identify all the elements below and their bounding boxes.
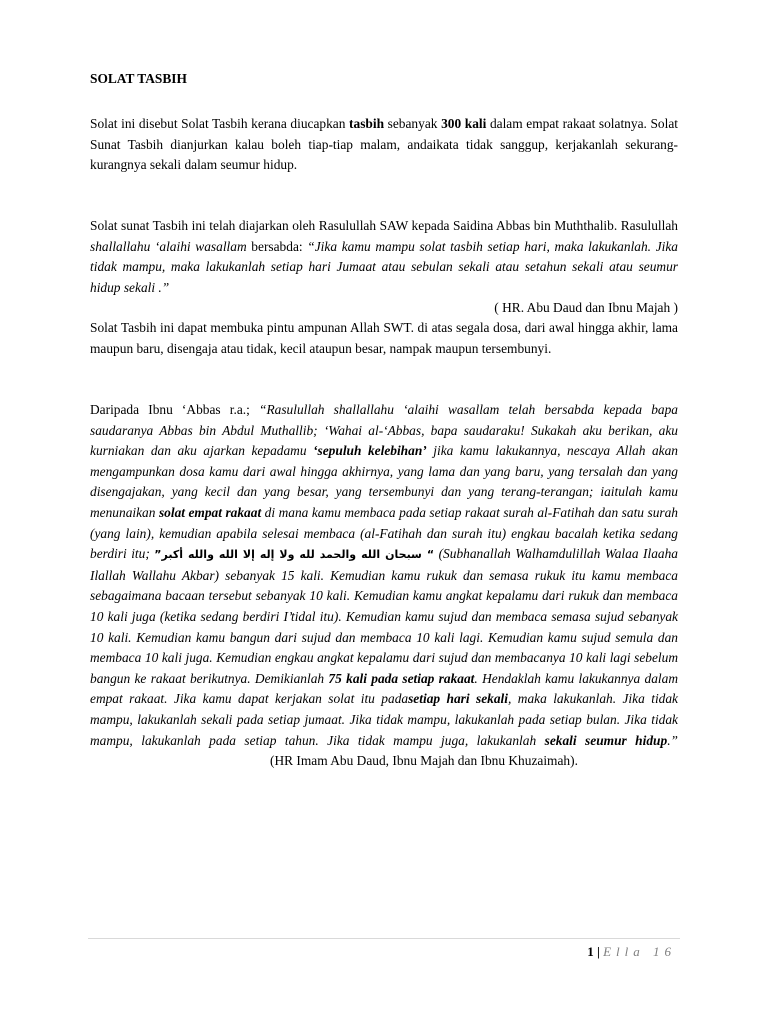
text-run: sebanyak [384, 116, 442, 131]
italic-quote: “Jika kamu mampu solat tasbih setiap hari, maka lakukanlah. Jika tidak mampu, maka lakukanlah setiap hari Jumaat atau sebulan sekali atau setahun sekali atau seumur hidup sekali .” [90, 238, 678, 295]
text-run: Daripada Ibnu ‘Abbas r.a.; [90, 402, 260, 417]
text-run: dalam empat rakaat solatnya. Solat Sunat Tasbih dianjurkan kalau boleh tiap-tiap malam, andaikata tidak sanggup, kerjakanlah sekurang-kurangnya sekali dalam seumur hidup. [90, 116, 678, 173]
hadith-source: (HR Imam Abu Daud, Ibnu Majah dan Ibnu Khuzaimah). [270, 753, 578, 769]
italic-run: (Subhanallah Walhamdulillah Walaa Ilaaha Ilallah Wallahu Akbar) sebanyak 15 kali. Kemudian kamu rukuk dan semasa rukuk itu kamu membaca sebagaimana bacaan tersebut sebanyak 10 kali. Kemudian kamu angkat kepalamu dari rukuk dan membaca 10 kali juga (ketika sedang berdiri I’tidal itu). Kemudian kamu sujud dan membaca semasa sujud sebanyak 10 kali. Kemudian kamu bangun dari sujud dan membaca 10 kali lagi. Kemudian kamu sujud semula dan membaca 10 kali juga. Kemudian engkau angkat kepalamu dari sujud dan membacanya 10 kali lagi sebelum bangun ke rakaat berikutnya. Demikianlah [90, 546, 678, 686]
italic-run: jika kamu lakukannya, nescaya Allah akan mengampunkan dosa kamu dari awal hingga akhirnya, yang lama dan yang baru, yang tersalah dan yang disengajakan, yang kecil dan yang besar, yang tersembunyi dan yang terang-terangan; iaitulah kamu menunaikan [90, 443, 678, 520]
italic-run: “Rasulullah shallallahu ‘alaihi wasallam telah bersabda kepada bapa saudaranya Abbas bin Abdul Muthallib; ‘Wahai al-‘Abbas, bapa saudaraku! Sukakah aku berikan, aku kurniakan dan aku ajarkan kepadamu [90, 402, 678, 459]
bold-italic-run: 75 kali pada setiap rakaat [328, 670, 475, 686]
paragraph-hadith-1 [90, 216, 678, 319]
footer-divider [88, 938, 680, 939]
text-run: Solat ini disebut Solat Tasbih kerana diucapkan [90, 116, 350, 131]
italic-run: di mana kamu membaca pada setiap rakaat surah al-Fatihah dan satu surah (yang lain), kemudian apabila selesai membaca (al-Fatihah dan surah itu) engkau bacalah ketika sedang berdiri itu; [90, 504, 678, 562]
paragraph-hadith-2 [90, 400, 678, 772]
bold-count: 300 kali [441, 116, 487, 131]
italic-run: .” [667, 732, 678, 748]
italic-salutation: shallallahu ‘alaihi wasallam [90, 238, 247, 254]
text-run: Solat sunat Tasbih ini telah diajarkan oleh Rasulullah SAW kepada Saidina Abbas bin Muththalib. Rasulullah [90, 218, 678, 233]
bold-italic-run: setiap hari sekali [408, 691, 508, 707]
hadith-source: ( HR. Abu Daud dan Ibnu Majah ) [494, 300, 678, 316]
paragraph-intro [90, 114, 678, 176]
page-footer [587, 944, 676, 960]
footer-separator: | [593, 944, 604, 959]
bold-italic-run: sekali seumur hidup [544, 732, 668, 748]
bold-term-tasbih: tasbih [349, 116, 385, 131]
paragraph-benefits: Solat Tasbih ini dapat membuka pintu ampunan Allah SWT. di atas segala dosa, dari awal hingga akhir, lama maupun baru, disengaja atau tidak, kecil ataupun besar, nampak maupun tersembunyi. [90, 320, 678, 356]
footer-author: Ella 16 [603, 944, 676, 959]
bold-italic-run: solat empat rakaat [158, 504, 262, 520]
text-run: bersabda: [246, 238, 308, 254]
bold-italic-run: ‘sepuluh kelebihan’ [313, 443, 427, 459]
italic-run: . Hendaklah kamu lakukannya dalam empat rakaat. Jika kamu dapat kerjakan solat itu pada [90, 670, 678, 707]
page-number: 1 [587, 944, 594, 959]
arabic-tasbih: “ سبحان الله والحمد لله ولا إله إلا الله والله أكبر” [154, 548, 435, 562]
document-title: SOLAT TASBIH [90, 71, 187, 86]
italic-run: , maka lakukanlah. Jika tidak mampu, lakukanlah sekali pada setiap jumaat. Jika tidak mampu, lakukanlah pada setiap bulan. Jika tidak mampu, lakukanlah pada setiap tahun. Jika tidak mampu juga, lakukanlah [90, 691, 678, 748]
